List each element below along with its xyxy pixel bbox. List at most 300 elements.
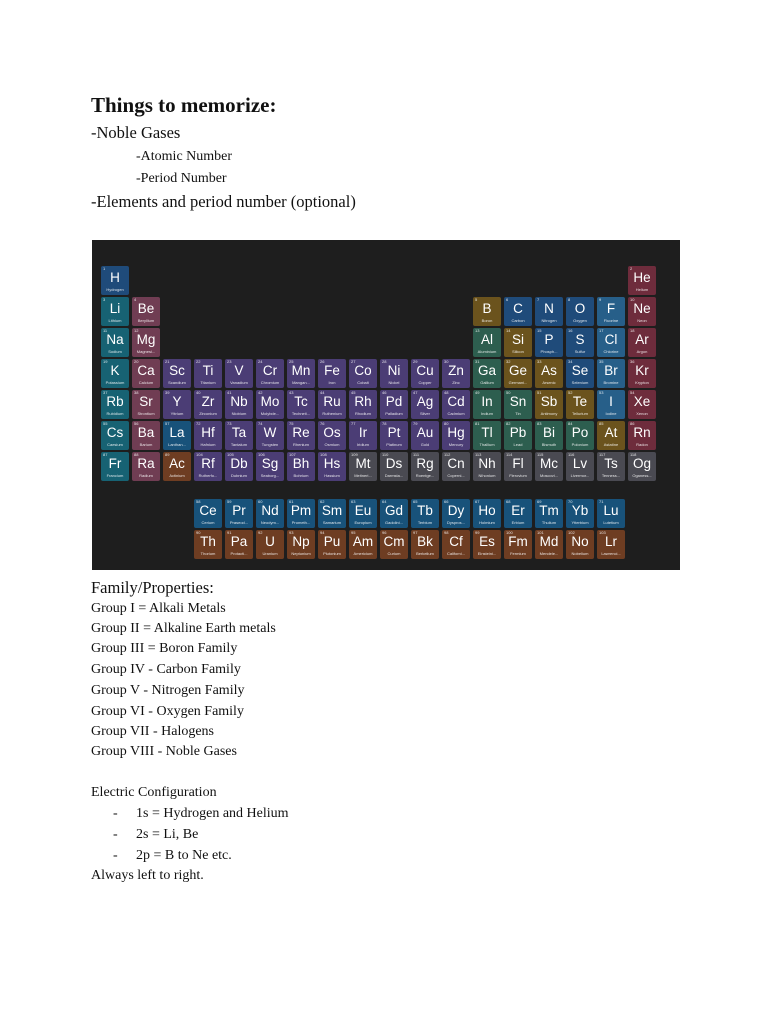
element-tm [535, 499, 563, 528]
element-name: Plutonium [323, 551, 341, 556]
element-symbol: Cd [447, 394, 465, 409]
element-name: Techneti... [291, 411, 311, 416]
element-n [535, 297, 563, 326]
family-heading: Family/Properties: [91, 578, 214, 597]
element-name: Moscovi... [539, 473, 558, 478]
atomic-number: 98 [444, 530, 449, 535]
atomic-number: 55 [103, 421, 108, 426]
element-name: Selenium [571, 380, 589, 385]
element-lu [597, 499, 625, 528]
element-symbol: Y [172, 394, 182, 409]
element-name: Palladium [385, 411, 403, 416]
element-db [225, 452, 253, 481]
atomic-number: 30 [444, 359, 449, 364]
element-symbol: S [575, 332, 585, 347]
atomic-number: 2 [630, 266, 633, 271]
atomic-number: 3 [103, 297, 106, 302]
element-symbol: H [110, 270, 120, 285]
noble-gases-line: -Noble Gases [91, 123, 181, 142]
period-number-line: -Period Number [136, 171, 227, 186]
element-mn [287, 359, 315, 388]
atomic-number: 20 [134, 359, 139, 364]
element-symbol: Lv [572, 456, 588, 471]
element-ge [504, 359, 532, 388]
element-name: Phosph... [540, 349, 558, 354]
element-yb [566, 499, 594, 528]
element-p [535, 328, 563, 357]
element-symbol: Bi [542, 425, 555, 440]
element-nd [256, 499, 284, 528]
group-line: Group VII - Halogens [91, 724, 214, 739]
element-at [597, 421, 625, 450]
element-name: Rubidium [106, 411, 124, 416]
element-name: Nobelium [571, 551, 589, 556]
element-name: Indium [480, 411, 493, 416]
atomic-number: 113 [475, 452, 482, 457]
atomic-number: 27 [351, 359, 356, 364]
element-symbol: Si [511, 332, 524, 347]
element-fe [318, 359, 346, 388]
element-symbol: Mt [355, 456, 371, 471]
element-er [504, 499, 532, 528]
element-v [225, 359, 253, 388]
element-name: Astatine [603, 442, 619, 447]
element-rb [101, 390, 129, 419]
element-symbol: Md [539, 534, 559, 549]
element-name: Lead [513, 442, 523, 447]
element-sr [132, 390, 160, 419]
element-name: Darmsta... [384, 473, 404, 478]
atomic-number: 116 [568, 452, 575, 457]
atomic-number: 77 [351, 421, 356, 426]
element-symbol: Al [480, 332, 493, 347]
element-symbol: Cs [106, 425, 124, 440]
config-item: 2p = B to Ne etc. [136, 848, 232, 863]
element-symbol: Rg [416, 456, 434, 471]
atomic-number: 28 [382, 359, 387, 364]
element-symbol: Rn [633, 425, 651, 440]
atomic-number: 44 [320, 390, 325, 395]
element-symbol: Er [511, 503, 525, 518]
element-zn [442, 359, 470, 388]
element-symbol: Bh [292, 456, 310, 471]
element-u [256, 530, 284, 559]
atomic-number: 103 [599, 530, 606, 535]
element-name: Calcium [138, 380, 154, 385]
element-name: Barium [139, 442, 153, 447]
element-name: Chromium [260, 380, 280, 385]
element-symbol: Te [572, 394, 588, 409]
element-symbol: Ga [477, 363, 496, 378]
element-name: Zinc [452, 380, 460, 385]
atomic-number: 108 [320, 452, 327, 457]
element-symbol: Th [200, 534, 216, 549]
element-name: Tin [515, 411, 521, 416]
atomic-number: 82 [506, 421, 511, 426]
element-rf [194, 452, 222, 481]
element-fr [101, 452, 129, 481]
element-symbol: Ti [202, 363, 214, 378]
element-name: Prometh... [291, 520, 311, 525]
element-nh [473, 452, 501, 481]
atomic-number: 85 [599, 421, 604, 426]
atomic-number: 110 [382, 452, 389, 457]
element-name: Gadolini... [384, 520, 403, 525]
atomic-number: 106 [258, 452, 265, 457]
element-name: Bismuth [541, 442, 557, 447]
element-no [566, 530, 594, 559]
element-mo [256, 390, 284, 419]
atomic-number: 36 [630, 359, 635, 364]
element-symbol: Be [137, 301, 155, 316]
atomic-number: 81 [475, 421, 480, 426]
group-line: Group III = Boron Family [91, 641, 238, 656]
page-title: Things to memorize: [91, 93, 277, 117]
element-ti [194, 359, 222, 388]
element-name: Copper [418, 380, 432, 385]
element-name: Mercury [448, 442, 464, 447]
element-symbol: K [110, 363, 120, 378]
element-symbol: N [544, 301, 554, 316]
element-name: Germani... [508, 380, 528, 385]
element-symbol: Pr [232, 503, 246, 518]
atomic-number: 111 [413, 452, 420, 457]
element-name: Neon [637, 318, 647, 323]
element-au [411, 421, 439, 450]
element-symbol: P [544, 332, 554, 347]
element-symbol: Ts [604, 456, 618, 471]
element-gd [380, 499, 408, 528]
atomic-number: 68 [506, 499, 511, 504]
element-name: Neptunium [291, 551, 311, 556]
element-name: Silicon [512, 349, 524, 354]
element-name: Berkelium [416, 551, 434, 556]
element-symbol: Sm [321, 503, 343, 518]
element-name: Platinum [386, 442, 402, 447]
element-pr [225, 499, 253, 528]
element-symbol: Rh [354, 394, 372, 409]
element-name: Lithium [108, 318, 122, 323]
atomic-number: 16 [568, 328, 573, 333]
atomic-number: 26 [320, 359, 325, 364]
element-name: Fluorine [603, 318, 619, 323]
element-symbol: W [263, 425, 277, 440]
element-symbol: Ag [416, 394, 434, 409]
element-name: Nihonium [478, 473, 496, 478]
element-bk [411, 530, 439, 559]
element-symbol: Mg [136, 332, 156, 347]
element-md [535, 530, 563, 559]
atomic-number: 1 [103, 266, 106, 271]
element-symbol: Se [571, 363, 589, 378]
element-po [566, 421, 594, 450]
element-name: Coperni... [447, 473, 465, 478]
element-symbol: Sc [169, 363, 185, 378]
atomic-number: 13 [475, 328, 480, 333]
atomic-number: 107 [289, 452, 296, 457]
element-cn [442, 452, 470, 481]
atomic-number: 78 [382, 421, 387, 426]
element-rg [411, 452, 439, 481]
element-name: Tantalum [230, 442, 248, 447]
element-symbol: Hs [323, 456, 341, 471]
atomic-number: 48 [444, 390, 449, 395]
atomic-number: 42 [258, 390, 263, 395]
atomic-number: 93 [289, 530, 294, 535]
atomic-number: 50 [506, 390, 511, 395]
element-name: Flerovium [509, 473, 527, 478]
atomic-number: 49 [475, 390, 480, 395]
element-al [473, 328, 501, 357]
atomic-number: 109 [351, 452, 358, 457]
element-symbol: Fr [108, 456, 122, 471]
element-hs [318, 452, 346, 481]
element-name: Tenness... [601, 473, 621, 478]
element-name: Radon [636, 442, 648, 447]
element-symbol: Ne [633, 301, 651, 316]
config-item: 2s = Li, Be [136, 827, 199, 842]
element-cr [256, 359, 284, 388]
element-sm [318, 499, 346, 528]
element-name: Seaborg... [260, 473, 280, 478]
atomic-number: 89 [165, 452, 170, 457]
element-symbol: Og [632, 456, 651, 471]
element-name: Rhodium [354, 411, 371, 416]
element-name: Actinium [169, 473, 185, 478]
element-re [287, 421, 315, 450]
element-name: Titanium [200, 380, 216, 385]
atomic-number: 43 [289, 390, 294, 395]
element-ni [380, 359, 408, 388]
element-symbol: Ca [137, 363, 155, 378]
element-name: Sodium [108, 349, 122, 354]
element-name: Cobalt [357, 380, 369, 385]
element-name: Beryllium [137, 318, 155, 323]
element-bh [287, 452, 315, 481]
element-name: Bromine [603, 380, 619, 385]
element-symbol: Fe [324, 363, 340, 378]
element-symbol: Np [292, 534, 310, 549]
element-name: Arsenic [542, 380, 556, 385]
atomic-number: 21 [165, 359, 170, 364]
element-symbol: Po [571, 425, 589, 440]
element-name: Polonium [571, 442, 589, 447]
element-symbol: Pd [385, 394, 403, 409]
element-name: Rutherfo... [198, 473, 218, 478]
element-name: Gold [420, 442, 430, 447]
element-symbol: Cm [383, 534, 405, 549]
element-name: Europium [354, 520, 372, 525]
atomic-number: 11 [103, 328, 108, 333]
atomic-number: 80 [444, 421, 449, 426]
element-name: Strontium [137, 411, 155, 416]
element-name: Hassium [324, 473, 340, 478]
atomic-number: 73 [227, 421, 232, 426]
element-symbol: I [609, 394, 613, 409]
atomic-number: 54 [630, 390, 635, 395]
atomic-number: 105 [227, 452, 234, 457]
elements-period-line: -Elements and period number (optional) [91, 192, 356, 211]
element-symbol: Fl [512, 456, 524, 471]
group-line: Group VIII - Noble Gases [91, 744, 237, 759]
element-ac [163, 452, 191, 481]
element-name: Antimony [540, 411, 558, 416]
element-symbol: Ar [635, 332, 649, 347]
element-name: Yttrium [170, 411, 184, 416]
element-name: Lawrenci... [601, 551, 621, 556]
element-symbol: Tc [294, 394, 308, 409]
element-symbol: Sb [540, 394, 558, 409]
element-symbol: Bk [417, 534, 433, 549]
element-am [349, 530, 377, 559]
element-name: Praseod... [229, 520, 249, 525]
atomic-number: 118 [630, 452, 637, 457]
element-symbol: Pa [230, 534, 248, 549]
element-symbol: In [481, 394, 493, 409]
group-line: Group V - Nitrogen Family [91, 683, 245, 698]
element-ru [318, 390, 346, 419]
element-name: Sulfur [574, 349, 586, 354]
element-ts [597, 452, 625, 481]
atomic-number: 69 [537, 499, 542, 504]
element-ho [473, 499, 501, 528]
element-name: Xenon [636, 411, 648, 416]
element-name: Cerium [201, 520, 215, 525]
element-ir [349, 421, 377, 450]
element-cd [442, 390, 470, 419]
element-se [566, 359, 594, 388]
element-symbol: Lr [604, 534, 617, 549]
element-co [349, 359, 377, 388]
element-ne [628, 297, 656, 326]
element-symbol: No [571, 534, 589, 549]
atomic-number: 22 [196, 359, 201, 364]
element-name: Ruthenium [322, 411, 342, 416]
element-name: Uranium [262, 551, 278, 556]
atomic-number: 71 [599, 499, 604, 504]
element-sg [256, 452, 284, 481]
element-be [132, 297, 160, 326]
atomic-number: 59 [227, 499, 232, 504]
atomic-number: 60 [258, 499, 263, 504]
element-symbol: Nb [230, 394, 248, 409]
element-symbol: Sg [261, 456, 279, 471]
element-name: Silver [419, 411, 430, 416]
element-symbol: Tm [539, 503, 559, 518]
element-c [504, 297, 532, 326]
element-cu [411, 359, 439, 388]
element-es [473, 530, 501, 559]
element-cm [380, 530, 408, 559]
element-w [256, 421, 284, 450]
atomic-number: 100 [506, 530, 513, 535]
atomic-number: 32 [506, 359, 511, 364]
element-bi [535, 421, 563, 450]
element-name: Francium [106, 473, 124, 478]
atomic-number: 29 [413, 359, 418, 364]
element-symbol: Tl [481, 425, 493, 440]
element-name: Caesium [107, 442, 123, 447]
element-name: Terbium [417, 520, 433, 525]
element-ce [194, 499, 222, 528]
periodic-table-image [92, 240, 680, 570]
element-symbol: Nh [478, 456, 496, 471]
atomic-number: 6 [506, 297, 509, 302]
element-y [163, 390, 191, 419]
atomic-number: 45 [351, 390, 356, 395]
element-name: Livermor... [570, 473, 590, 478]
element-symbol: Nd [261, 503, 279, 518]
element-pt [380, 421, 408, 450]
element-sn [504, 390, 532, 419]
element-name: Protacti... [230, 551, 248, 556]
element-symbol: Zr [201, 394, 215, 409]
element-kr [628, 359, 656, 388]
element-te [566, 390, 594, 419]
element-ga [473, 359, 501, 388]
atomic-number: 14 [506, 328, 511, 333]
element-symbol: F [606, 301, 616, 316]
element-name: Helium [635, 287, 649, 292]
element-name: Cadmium [447, 411, 465, 416]
atomic-number: 66 [444, 499, 449, 504]
atomic-number: 117 [599, 452, 606, 457]
atomic-number: 51 [537, 390, 542, 395]
element-name: Bohrium [293, 473, 309, 478]
element-ca [132, 359, 160, 388]
atomic-number: 63 [351, 499, 356, 504]
element-symbol: Yb [571, 503, 589, 518]
atomic-number: 88 [134, 452, 139, 457]
bullet-dash: - [113, 848, 118, 863]
atomic-number: 17 [599, 328, 604, 333]
element-dy [442, 499, 470, 528]
element-rh [349, 390, 377, 419]
atomic-number: 39 [165, 390, 170, 395]
element-symbol: Ba [137, 425, 155, 440]
element-fl [504, 452, 532, 481]
element-symbol: Co [354, 363, 372, 378]
element-symbol: Au [416, 425, 434, 440]
element-mg [132, 328, 160, 357]
element-symbol: Lu [603, 503, 619, 518]
atomic-number: 91 [227, 530, 232, 535]
element-sb [535, 390, 563, 419]
footer-note: Always left to right. [91, 868, 204, 883]
element-symbol: Rf [201, 456, 215, 471]
element-name: Iridium [356, 442, 369, 447]
element-name: Einsteini... [477, 551, 497, 556]
element-os [318, 421, 346, 450]
element-as [535, 359, 563, 388]
element-symbol: Xe [633, 394, 651, 409]
element-name: Mangan... [292, 380, 310, 385]
atomic-number: 31 [475, 359, 480, 364]
atomic-number: 86 [630, 421, 635, 426]
atomic-number-line: -Atomic Number [136, 149, 233, 164]
atomic-number: 19 [103, 359, 108, 364]
element-name: Niobium [231, 411, 247, 416]
element-np [287, 530, 315, 559]
element-symbol: As [541, 363, 557, 378]
element-name: Oxygen [573, 318, 587, 323]
element-symbol: V [234, 363, 244, 378]
element-tb [411, 499, 439, 528]
element-pd [380, 390, 408, 419]
atomic-number: 84 [568, 421, 573, 426]
element-ar [628, 328, 656, 357]
element-s [566, 328, 594, 357]
